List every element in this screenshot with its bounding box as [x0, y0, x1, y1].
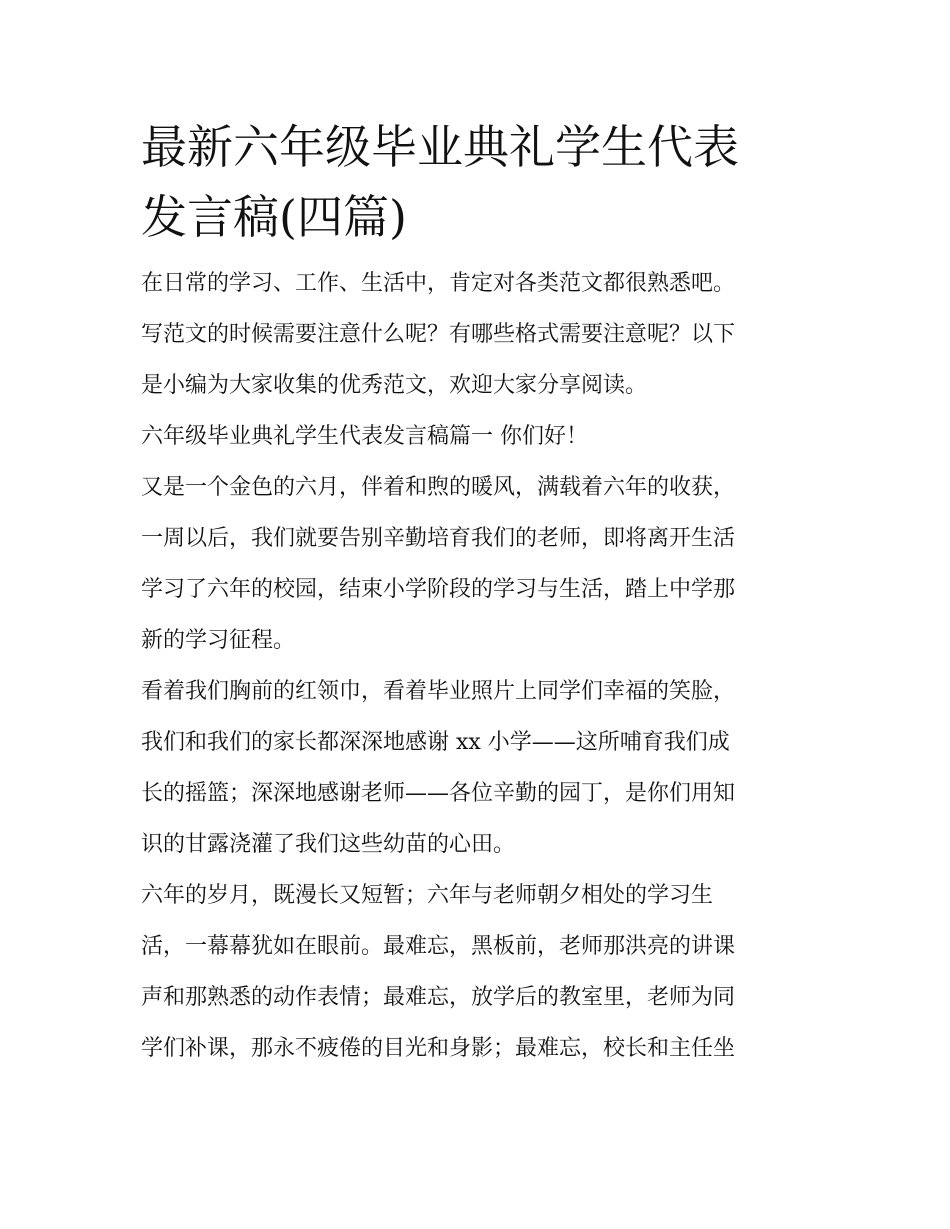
- text-line: 声和那熟悉的动作表情；最难忘，放学后的教室里，老师为同: [141, 985, 736, 1010]
- text-line: 六年的岁月，既漫长又短暂；六年与老师朝夕相处的学习生: [141, 883, 714, 908]
- text-line: 写范文的时候需要注意什么呢？有哪些格式需要注意呢？以下: [141, 322, 736, 347]
- text-line: 学们补课，那永不疲倦的目光和身影；最难忘，校长和主任坐: [141, 1036, 736, 1061]
- document-title: [141, 112, 813, 252]
- document-body: [141, 258, 813, 1074]
- text-line: 活，一幕幕犹如在眼前。最难忘，黑板前，老师那洪亮的讲课: [141, 934, 736, 959]
- paragraph-intro: [141, 258, 813, 411]
- paragraph-memories: [141, 870, 813, 1074]
- text-line: 长的摇篮；深深地感谢老师——各位辛勤的园丁，是你们用知: [141, 781, 736, 806]
- text-line: 又是一个金色的六月，伴着和煦的暖风，满载着六年的收获，: [141, 475, 736, 500]
- text-line: 学习了六年的校园，结束小学阶段的学习与生活，踏上中学那: [141, 577, 736, 602]
- text-line: 新的学习征程。: [141, 628, 296, 653]
- paragraph-june: [141, 462, 813, 666]
- paragraph-heading: [141, 411, 813, 462]
- title-line: 最新六年级毕业典礼学生代表: [141, 120, 739, 174]
- text-line: 看着我们胸前的红领巾，看着毕业照片上同学们幸福的笑脸，: [141, 679, 736, 704]
- text-line: 是小编为大家收集的优秀范文，欢迎大家分享阅读。: [141, 373, 648, 398]
- paragraph-gratitude: [141, 666, 813, 870]
- text-line: 我们和我们的家长都深深地感谢 xx 小学——这所哺育我们成: [141, 730, 730, 755]
- text-line: 一周以后，我们就要告别辛勤培育我们的老师，即将离开生活: [141, 526, 736, 551]
- title-line: 发言稿(四篇): [141, 190, 407, 244]
- text-line: 在日常的学习、工作、生活中，肯定对各类范文都很熟悉吧。: [141, 271, 736, 296]
- text-line: 识的甘露浇灌了我们这些幼苗的心田。: [141, 832, 516, 857]
- text-line: 六年级毕业典礼学生代表发言稿篇一 你们好！: [141, 424, 588, 449]
- document-content: [141, 112, 813, 1074]
